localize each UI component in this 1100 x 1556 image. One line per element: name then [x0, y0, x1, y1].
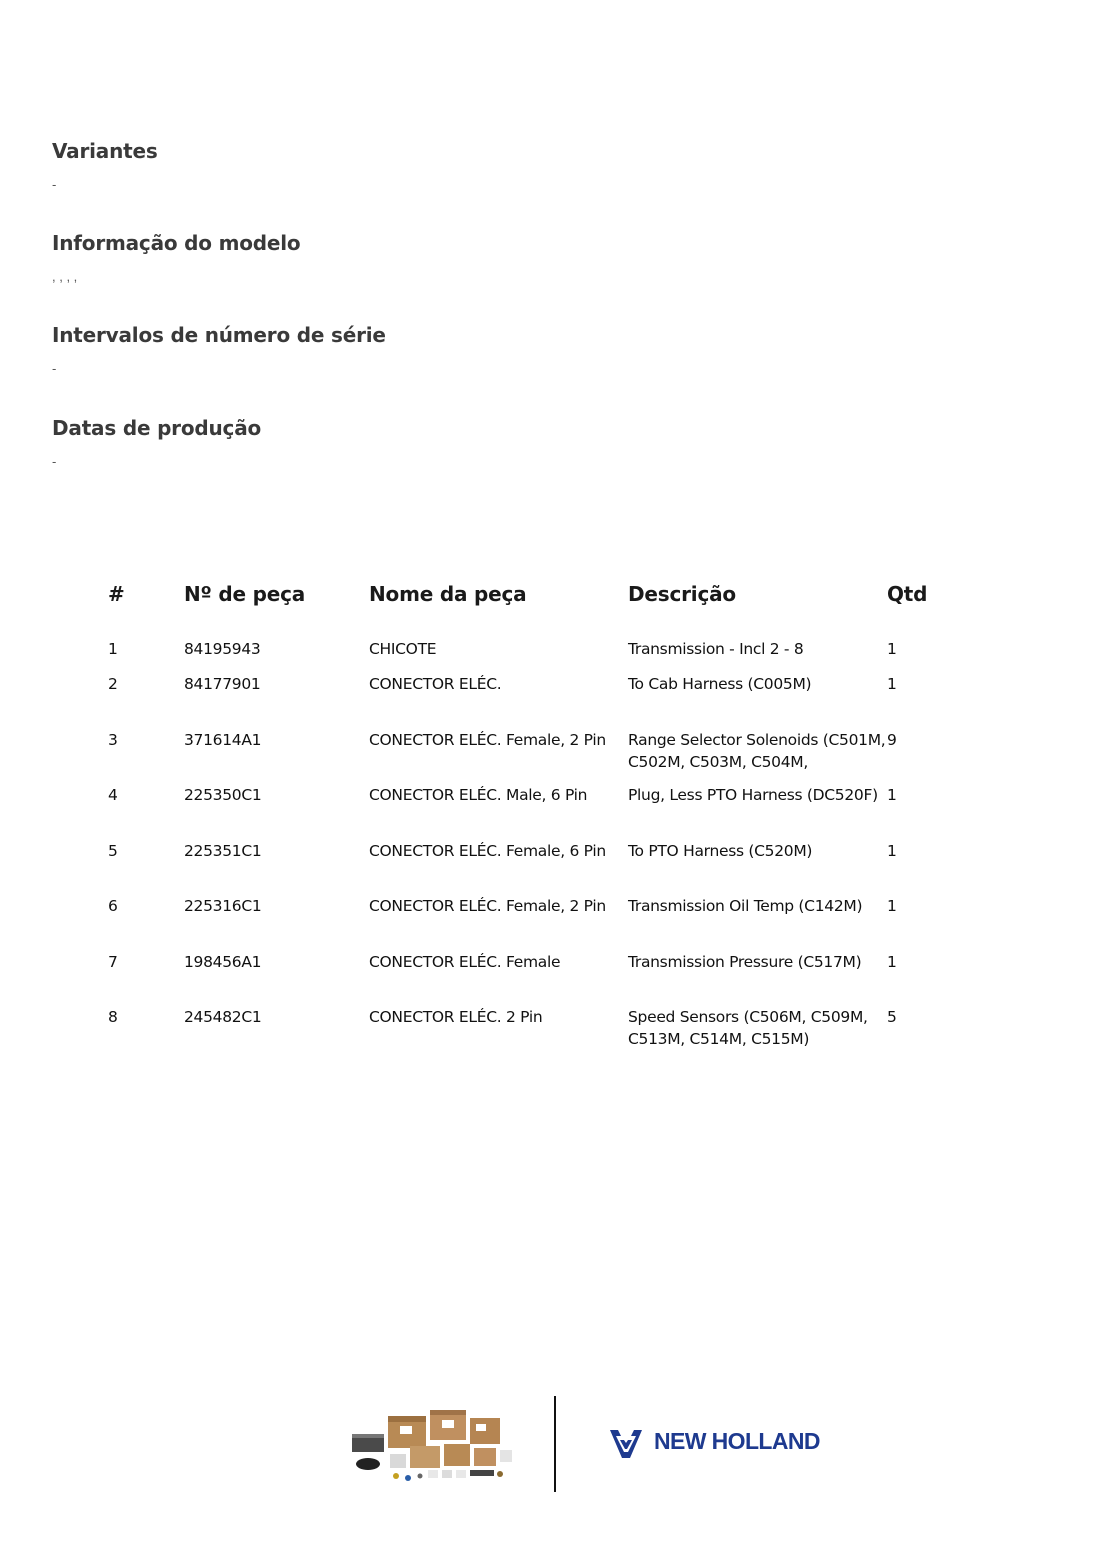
table-row	[108, 729, 947, 785]
row-number: 3	[108, 730, 118, 749]
parts-table-header-row	[108, 582, 947, 616]
table-row	[108, 951, 947, 1007]
serial-ranges-section	[52, 323, 386, 376]
brand-name: NEW HOLLAND	[654, 1428, 820, 1454]
model-info-section	[52, 231, 300, 284]
variantes-heading: Variantes	[52, 139, 158, 163]
row-part-number: 198456A1	[184, 952, 262, 971]
row-part-number: 225316C1	[184, 897, 262, 915]
footer-logos	[350, 1396, 830, 1492]
row-description: Range Selector Solenoids (C501M, C502M, C503M, C504M,	[628, 730, 886, 771]
header-part-number: Nº de peça	[184, 582, 306, 606]
row-number: 1	[108, 640, 118, 658]
serial-ranges-value: -	[52, 361, 57, 376]
row-quantity: 1	[887, 640, 897, 658]
row-part-number: 84195943	[184, 640, 261, 658]
row-number: 4	[108, 786, 118, 804]
row-part-number: 84177901	[184, 675, 261, 693]
row-part-number: 225351C1	[184, 841, 262, 860]
row-quantity: 9	[887, 730, 897, 749]
parts-boxes-image	[350, 1404, 515, 1484]
production-dates-value: -	[52, 454, 57, 469]
table-row	[108, 840, 947, 896]
row-part-number: 225350C1	[184, 786, 262, 804]
production-dates-section	[52, 416, 261, 469]
row-number: 6	[108, 897, 118, 915]
header-quantity: Qtd	[887, 582, 928, 606]
row-number: 2	[108, 675, 118, 693]
row-part-name: CONECTOR ELÉC. Female, 6 Pin	[369, 841, 606, 860]
row-quantity: 1	[887, 841, 897, 860]
row-part-name: CONECTOR ELÉC. Male, 6 Pin	[369, 786, 588, 804]
row-quantity: 1	[887, 786, 897, 804]
row-description: Transmission Pressure (C517M)	[628, 952, 862, 971]
row-part-name: CHICOTE	[369, 640, 437, 658]
table-row	[108, 1006, 947, 1062]
row-part-name: CONECTOR ELÉC.	[369, 675, 502, 693]
footer-divider	[554, 1396, 556, 1492]
row-description: Transmission - Incl 2 - 8	[628, 640, 804, 658]
production-dates-heading: Datas de produção	[52, 416, 262, 440]
variantes-section	[52, 139, 158, 192]
row-quantity: 1	[887, 897, 897, 915]
row-quantity: 1	[887, 675, 897, 693]
row-description: To Cab Harness (C005M)	[628, 675, 812, 693]
row-part-name: CONECTOR ELÉC. Female, 2 Pin	[369, 730, 606, 749]
row-description: Transmission Oil Temp (C142M)	[628, 897, 863, 915]
new-holland-leaf-icon	[606, 1424, 646, 1464]
table-row	[108, 784, 947, 840]
header-description: Descrição	[628, 582, 736, 606]
variantes-value: -	[52, 177, 57, 192]
parts-table	[108, 582, 947, 1062]
row-part-number: 245482C1	[184, 1008, 262, 1026]
table-row	[108, 673, 947, 729]
header-part-name: Nome da peça	[369, 582, 527, 606]
model-info-value: , , , ,	[52, 269, 78, 284]
header-number: #	[108, 582, 125, 606]
serial-ranges-heading: Intervalos de número de série	[52, 323, 386, 347]
row-description: Speed Sensors (C506M, C509M, C513M, C514M, C515M)	[628, 1008, 868, 1048]
row-number: 5	[108, 841, 118, 860]
table-row	[108, 616, 947, 673]
row-part-name: CONECTOR ELÉC. 2 Pin	[369, 1008, 543, 1026]
row-description: Plug, Less PTO Harness (DC520F)	[628, 786, 878, 804]
row-quantity: 1	[887, 952, 897, 971]
row-part-name: CONECTOR ELÉC. Female	[369, 952, 561, 971]
row-part-name: CONECTOR ELÉC. Female, 2 Pin	[369, 897, 606, 915]
row-quantity: 5	[887, 1008, 897, 1026]
row-number: 7	[108, 952, 118, 971]
row-number: 8	[108, 1008, 118, 1026]
row-part-number: 371614A1	[184, 730, 262, 749]
row-description: To PTO Harness (C520M)	[628, 841, 813, 860]
model-info-heading: Informação do modelo	[52, 231, 301, 255]
new-holland-logo	[606, 1424, 821, 1464]
table-row	[108, 895, 947, 951]
